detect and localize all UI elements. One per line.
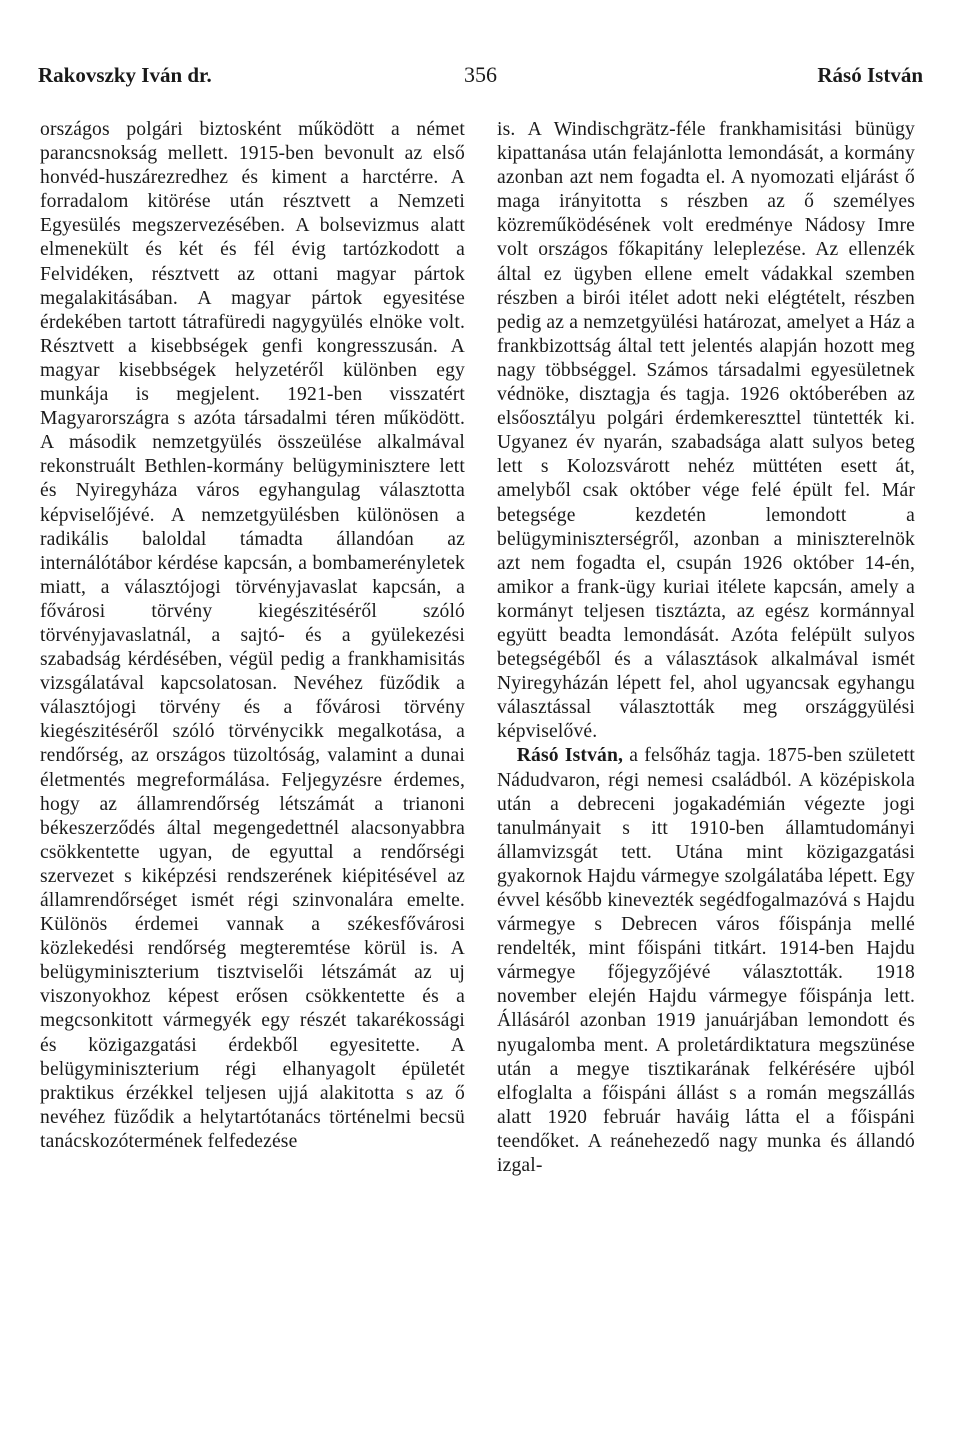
- entry-heading-name: Rásó István,: [516, 745, 624, 767]
- right-column-text: [497, 118, 915, 1178]
- running-header: [38, 60, 923, 90]
- header-left-name: Rakovszky Iván dr.: [38, 63, 212, 87]
- left-column-text: országos polgári biztosként működött a német parancsnokság mellett. 1915-ben bevonult az első honvéd-huszárezredhez és kiment a harctérre. A forradalom kitörése után résztvett a Nemzeti Egyesülés megszervezésében. A bolsevizmus alatt elmenekült és két és fél évig tartózkodott a Felvidéken, résztvett az ottani magyar pártok megalakitásában. A magyar pártok egyesitése érdekében tartott tátrafüredi nagygyülés elnöke volt. Résztvett a kisebbségek genfi kongresszusán. A magyar kisebbségek helyzetéről különben egy munkája is megjelent. 1921-ben visszatért Magyarországra s azóta társadalmi téren működött. A második nemzetgyülés összeülése alkalmával rekonstruált Bethlen-kormány belügyminisztere lett és Nyiregyháza város egyhangulag választotta képviselőjévé. A nemzetgyülésben különösen a radikális baloldal támadta állandóan az internálótábor kérdése kapcsán, a bombamerényletek miatt, a választójogi törvényjavaslat kapcsán, a fővárosi törvény kiegészitéséről szóló törvényjavaslatnál, a sajtó- és a gyülekezési szabadság kérdésében, végül pedig a frankhamisitás vizsgálatával kapcsolatosan. Nevéhez füződik a választójogi törvény és a fővárosi törvény kiegészitéséről szóló törvénycikk megalkotása, a rendőrség, az országos tüzoltóság, valamint a dunai életmentés megreformálása. Feljegyzésre érdemes, hogy az államrendőrség létszámát a trianoni békeszerződés által megengedettnél alacsonyabbra csökkentette ugyan, de egyuttal a rendőrségi szervezet s kiképzési rendszerének kiépitésével az államrendőrséget ismét régi szinvonalára emelte. Különös érdemei vannak a székesfővárosi közlekedési rendőrség megteremtése körül is. A belügyminiszterium tisztviselői létszámát az uj viszonyokhoz képest erősen csökkentette és a megcsonkitott vármegyék egy részét takarékossági és közigazgatási érdekből egyesitette. A belügyminiszterium régi elhanyagolt épületét praktikus érzékkel teljesen ujjá alakitotta s az ő nevéhez füződik a helytartótanács történelmi becsü tanácskozótermének felfedezése: [40, 119, 465, 1152]
- right-column-paragraph-1: is. A Windischgrätz-féle frankhamisitási bünügy kipattanása után felajánlotta lemondását, a kormány azonban azt nem fogadta el. A nyomozati eljárást ő maga irányitotta s részben az ő személyes közreműködésének volt eredménye Nádosy Imre volt országos főkapitány leleplezése. Az ellenzék által ez ügyben ellene emelt vádakkal szemben részben a birói itélet adott neki elégtételt, részben pedig az a nemzetgyülési határozat, amelyet a Ház a frankbizottság által tett jelentés alapján hozott meg nagy többséggel. Számos társadalmi egyesületnek védnöke, disztagja és tagja. 1926 októberében az elsőosztályu polgári érdemkereszttel tüntették ki. Ugyanez év nyarán, szabadsága alatt sulyos beteg lett s Kolozsvárott nehéz müttéten esett át, amelyből csak október vége felé épült fel. Már betegsége kezdetén lemondott a belügyminiszterségről, azonban a miniszterelnök azt nem fogadta el, csupán 1926 október 14-én, amikor a frank-ügy kuriai itélete kapcsán, amely a kormányt teljesen tisztázta, az egész kormánnyal együtt beadta lemondását. Azóta felépült sulyos betegségéből és a választások alkalmával ismét Nyiregyházán lépett fel, ahol ugyancsak egyhangu választással választották meg országgyülési képviselővé.: [497, 119, 915, 743]
- page-number: 356: [464, 62, 497, 87]
- right-column-paragraph-2: a felsőház tagja. 1875-ben született Nádudvaron, régi nemesi családból. A középiskola után a debreceni jogakadémián végezte jogi tanulmányait s itt 1910-ben államtudományi államvizsgát tett. Utána mint közigazgatási gyakornok Hajdu vármegye szolgálatába lépett. Egy évvel később kinevezték segédfogalmazóvá s Hajdu vármegye s Debrecen város főispánja mellé rendelték, mint főispáni titkárt. 1914-ben Hajdu vármegye főjegyzőjévé választották. 1918 november elején Hajdu vármegye főispánja lett. Állásáról azonban 1919 januárjában lemondott és nyugalomba ment. A proletárdiktatura megszünése után a megye tisztikarának felkérésére ujból elfoglalta a főispáni állást s a román megszállás alatt 1920 február haváig látta el a főispáni teendőket. A reánehezedő nagy munka és állandó izgal-: [497, 745, 915, 1177]
- header-right-name: Rásó István: [817, 63, 923, 87]
